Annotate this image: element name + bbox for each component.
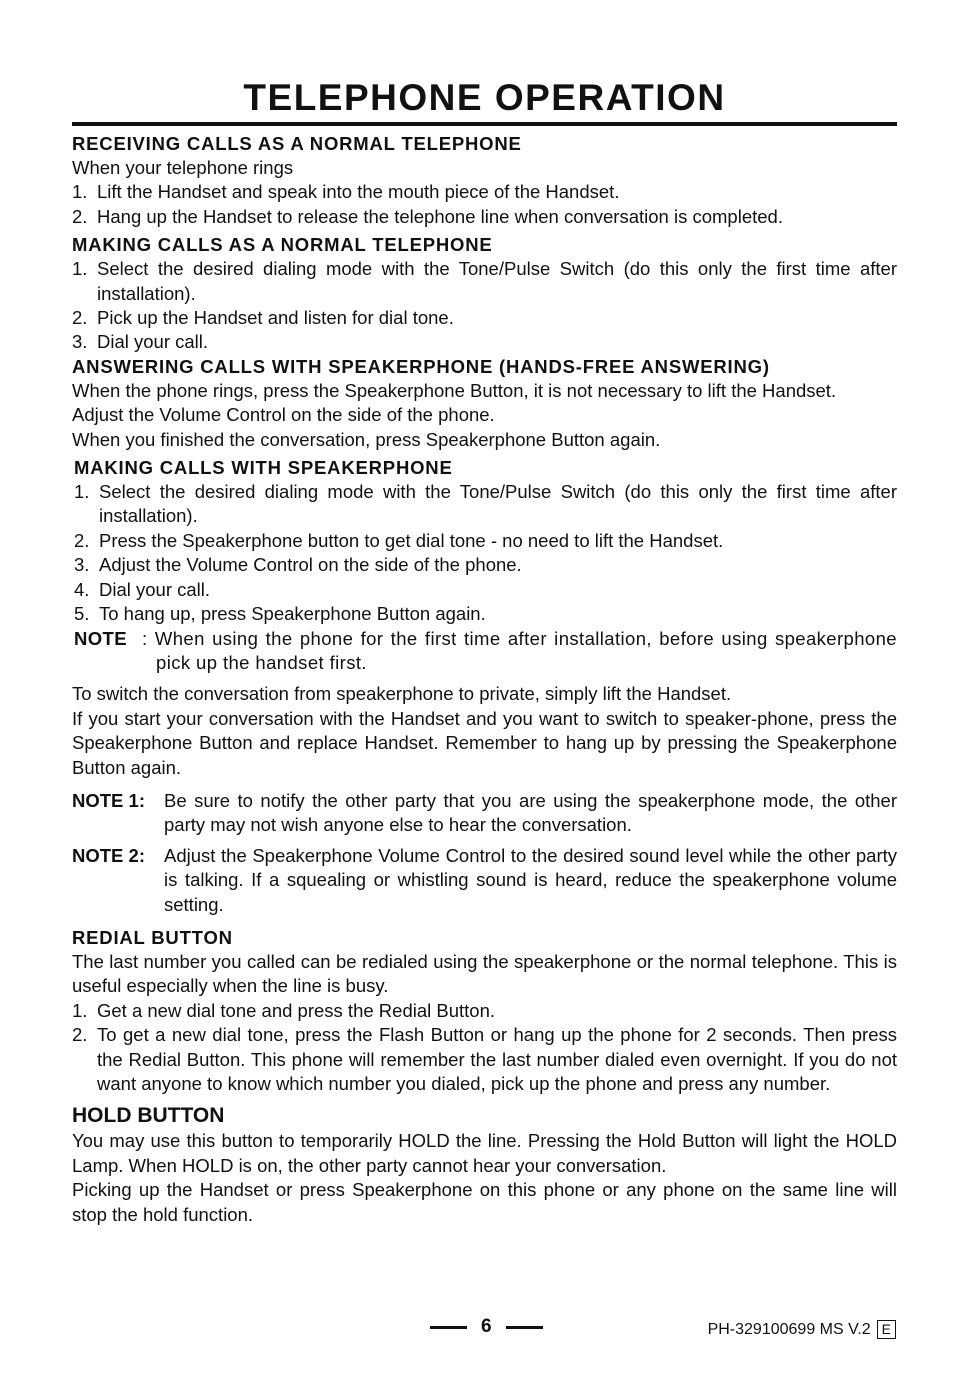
section-heading: REDIAL BUTTON <box>72 926 233 948</box>
step-list <box>72 999 897 1097</box>
paragraph: You may use this button to temporarily HOLD the line. Pressing the Hold Button will light the HOLD Lamp. When HOLD is on, the other party cannot hear your conversation. <box>72 1130 897 1176</box>
paragraph: To switch the conversation from speakerphone to private, simply lift the Handset. <box>72 683 732 705</box>
note-label: NOTE <box>74 627 127 649</box>
section-heading: HOLD BUTTON <box>72 1104 225 1128</box>
doc-code-text: PH-329100699 MS V.2 <box>707 1320 871 1338</box>
paragraph: If you start your conversation with the Handset and you want to switch to speaker-phone, press the Speakerphone Button and replace Handset. Remember to hang up by pressing the Speakerphone Button again. <box>72 707 897 778</box>
list-item: 1. Select the desired dialing mode with the Tone/Pulse Switch (do this only the first time after installation). <box>74 481 897 527</box>
paragraph: When you finished the conversation, press Speakerphone Button again. <box>72 428 661 450</box>
section-intro: When your telephone rings <box>72 157 294 178</box>
note-text: : When using the phone for the first time after installation, before using speakerphone pick up the handset first. <box>142 627 897 673</box>
paragraph: Adjust the Volume Control on the side of the phone. <box>72 404 495 426</box>
paragraph: Picking up the Handset or press Speakerphone on this phone or any phone on the same line will stop the hold function. <box>72 1179 897 1225</box>
note-text: Be sure to notify the other party that you are using the speakerphone mode, the other party may not wish anyone else to hear the conversation. <box>164 789 897 836</box>
section-making-calls-speakerphone <box>72 456 897 675</box>
note-label: NOTE 2: <box>72 844 145 866</box>
list-item: 5. To hang up, press Speakerphone Button again. <box>74 603 486 625</box>
section-receiving-calls <box>72 132 897 229</box>
document-code <box>708 1320 896 1339</box>
note-text: Adjust the Speakerphone Volume Control to the desired sound level while the other party is talking. If a squealing or whistling sound is heard, reduce the speakerphone volume setting. <box>164 844 897 915</box>
page-title: TELEPHONE OPERATION <box>72 76 897 126</box>
section-answering-speakerphone <box>72 355 897 452</box>
step-list <box>72 257 897 355</box>
section-making-calls-normal <box>72 233 897 355</box>
paragraph: The last number you called can be redialed using the speakerphone or the normal telephone. This is useful especially when the line is busy. <box>72 950 897 997</box>
step-list <box>72 180 897 229</box>
list-item: 2. Hang up the Handset to release the telephone line when conversation is completed. <box>72 205 783 227</box>
paragraph: When the phone rings, press the Speakerphone Button, it is not necessary to lift the Handset. <box>72 379 837 401</box>
list-item: 4. Dial your call. <box>74 578 211 600</box>
list-item: 1. Lift the Handset and speak into the mouth piece of the Handset. <box>72 181 620 203</box>
list-item: 3. Adjust the Volume Control on the side of the phone. <box>74 554 522 576</box>
list-item: 2. Pick up the Handset and listen for dial tone. <box>72 307 454 329</box>
list-item: 2. Press the Speakerphone button to get dial tone - no need to lift the Handset. <box>74 529 724 551</box>
page-footer <box>0 1316 954 1346</box>
section-redial-button <box>72 926 897 1096</box>
manual-page <box>72 76 897 1227</box>
dash-rule <box>506 1326 543 1329</box>
note <box>74 627 897 676</box>
language-box: E <box>877 1320 896 1339</box>
list-item: 3. Dial your call. <box>72 331 209 353</box>
note-1 <box>72 789 897 838</box>
note-2 <box>72 844 897 917</box>
list-item: 1. Select the desired dialing mode with the Tone/Pulse Switch (do this only the first time after installation). <box>72 258 897 304</box>
list-item: 2. To get a new dial tone, press the Flash Button or hang up the phone for 2 seconds. Then press the Redial Button. This phone will remember the last number dialed even overnight. If you do not want anyone to know which number you dialed, pick up the phone and press any number. <box>72 1024 897 1094</box>
step-list <box>74 480 897 626</box>
section-switching <box>72 682 897 917</box>
page-number: 6 <box>481 1316 492 1337</box>
section-heading: ANSWERING CALLS WITH SPEAKERPHONE (HANDS-FREE ANSWERING) <box>72 355 770 377</box>
section-heading: RECEIVING CALLS AS A NORMAL TELEPHONE <box>72 133 522 154</box>
section-heading: MAKING CALLS WITH SPEAKERPHONE <box>74 457 453 479</box>
dash-rule <box>430 1326 467 1329</box>
page-number-block <box>430 1316 543 1338</box>
list-item: 1. Get a new dial tone and press the Redial Button. <box>72 999 496 1021</box>
section-heading: MAKING CALLS AS A NORMAL TELEPHONE <box>72 234 493 256</box>
section-hold-button <box>72 1103 897 1227</box>
note-label: NOTE 1: <box>72 789 145 811</box>
